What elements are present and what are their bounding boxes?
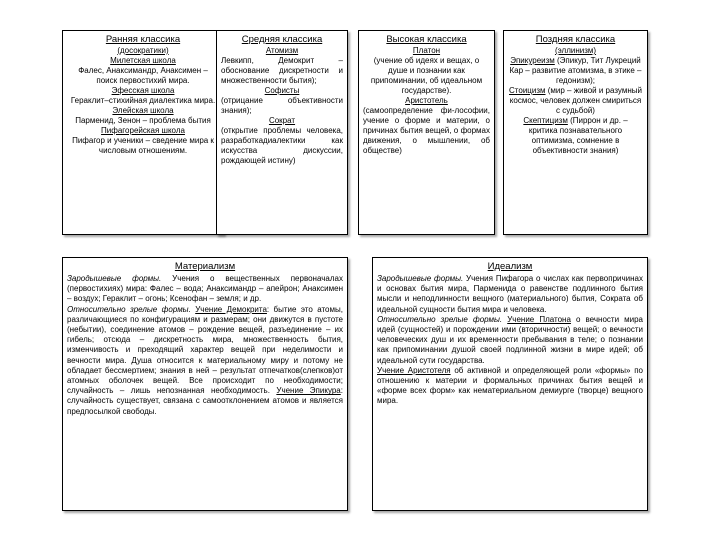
paragraph [67,305,343,417]
school-text: (Эпикур, Тит Лукреций Кар – развитие атомизма, в этике – гедонизм); [509,56,642,85]
paragraph-lead: Относительно зрелые формы. [67,304,191,314]
school-name: Софисты [264,86,300,95]
column-title: Средняя классика [241,34,323,45]
paragraph [67,274,343,305]
column-subtitle: (эллинизм) [554,46,597,55]
school-text: (учение об идеях и вещах, о душе и познании как припоминании, об идеальном государстве). [370,56,483,95]
run: : бытие это атомы, различающиеся по конфигурациям и размерам; они движутся в пустоте (небытии), соединение атомов – рождение вещей, разъединение – их гибель; отсюда – дискретность мира, множественность бытия, изменчивость и преходящий характер вещей при неделимости и вечности мира. Душа относится к материальному миру и потому не обладает бессмертием; знания в ней – результат отпечатков(слепков)от атомных оболочек вещей. Все происходит по необходимости; случайность – лишь непознанная необходимость. [67,304,343,396]
bottom-box-title: Идеализм [487,261,533,272]
school-block [508,116,643,156]
school-text: Пифагор и ученики – сведение мира к числовым отношениям. [72,136,214,155]
run-underline: Учение Эпикура [276,386,341,396]
school-block [67,56,219,86]
paragraph-lead: Относительно зрелые формы. [377,314,503,324]
school-block [508,56,643,86]
column-body [67,56,219,156]
run-underline: Учение Аристотеля [377,365,451,375]
school-text: Фалес, Анаксимандр, Анаксимен – поиск первостихий мира. [78,66,208,85]
paragraph [377,274,643,315]
bottom-box-body [377,274,643,407]
column-box-early-classics [62,30,224,235]
column-title: Высокая классика [386,34,467,45]
column-body [221,46,343,166]
column-box-high-classics [358,30,495,235]
bottom-box-body [67,274,343,417]
paragraph-lead: Зародышевые формы. [67,274,162,283]
school-block [67,126,219,156]
school-block [363,46,490,96]
school-block [363,96,490,156]
run: Учения Пифагора о числах как первопричинах и основах бытия мира, Парменида о равенстве подлинного бытия мысли и неподлинности вещного (материального) бытия, Сократа об идеальной сущности бытия мира и человека. [377,274,643,314]
school-text: (открытие проблемы человека, разработкадиалектики как искусства дискуссии, рождающей истину) [221,126,343,165]
bottom-box-title: Материализм [174,261,236,272]
column-box-middle-classics [216,30,348,235]
run: Учения о вещественных первоначалах (первостихиях) мира: Фалес – вода; Анаксимандр – апейрон; Анаксимен – воздух; Гераклит – огонь; Ксенофан – земля; и др. [67,274,343,304]
school-block [508,86,643,116]
school-name: Скептицизм [523,116,568,125]
school-name: Милетская школа [110,56,176,65]
school-block [221,86,343,116]
school-name: Платон [412,46,441,55]
bottom-box-idealism [372,257,648,511]
school-text: (отрицание объективности знания); [221,96,343,115]
school-text: (самоопределение фи-лософии, учение о форме и материи, о причинах бытия вещей, о формах движения, о мышлении, об обществе) [363,106,490,155]
column-body [363,46,490,156]
school-name: Сократ [268,116,296,125]
school-text: Гераклит–стихийная диалектика мира. [70,96,216,105]
run: о вечности мира идей (сущностей) и порождении ими (вторичности) вещей; о вечности человеческих душ и их временности пребывания в теле; о познании как припоминании душой своей подлинной жизни в мире идей; об идеальной сути государства. [377,314,643,365]
school-name: Эпикуреизм [510,56,555,65]
column-subtitle: (досократики) [117,46,169,55]
paragraph [377,315,643,366]
column-box-late-classics [503,30,648,235]
school-text: Левкипп, Демокрит – обоснование дискретности и множественности бытия); [221,56,343,85]
school-name: Аристотель [405,96,448,105]
run: об активной и определяющей роли «формы» по отношению к материи и формальных причинах бытия вещей и «форме всех форм» как нематериальном демиурге (творце) вещного мира. [377,365,643,406]
column-body [508,56,643,156]
paragraph [377,366,643,407]
school-block [221,46,343,86]
run-underline: Учение Платона [507,314,571,324]
column-title: Поздняя классика [535,34,616,45]
school-name: Атомизм [265,46,299,55]
paragraph-lead: Зародышевые формы. [377,274,464,283]
school-block [221,116,343,166]
school-text: (мир – живой и разумный космос, человек должен смириться с судьбой) [509,86,642,115]
school-block [67,86,219,106]
school-name: Эфесская школа [111,86,175,95]
column-title: Ранняя классика [105,34,181,45]
school-name: Элейская школа [112,106,174,115]
run: : случайность существует, связана с самоотклонением атомов и является предпосылкой свободы. [67,386,343,416]
bottom-box-materialism [62,257,348,511]
school-block [67,106,219,126]
school-name: Пифагорейская школа [101,126,185,135]
school-name: Стоицизм [509,86,546,95]
run-underline: Учение Демокрита [195,304,267,314]
school-text: Парменид, Зенон – проблема бытия [75,116,211,125]
school-text: (Пиррон и др. – критика познавательного оптимизма, сомнение в объективности знания) [528,116,628,155]
